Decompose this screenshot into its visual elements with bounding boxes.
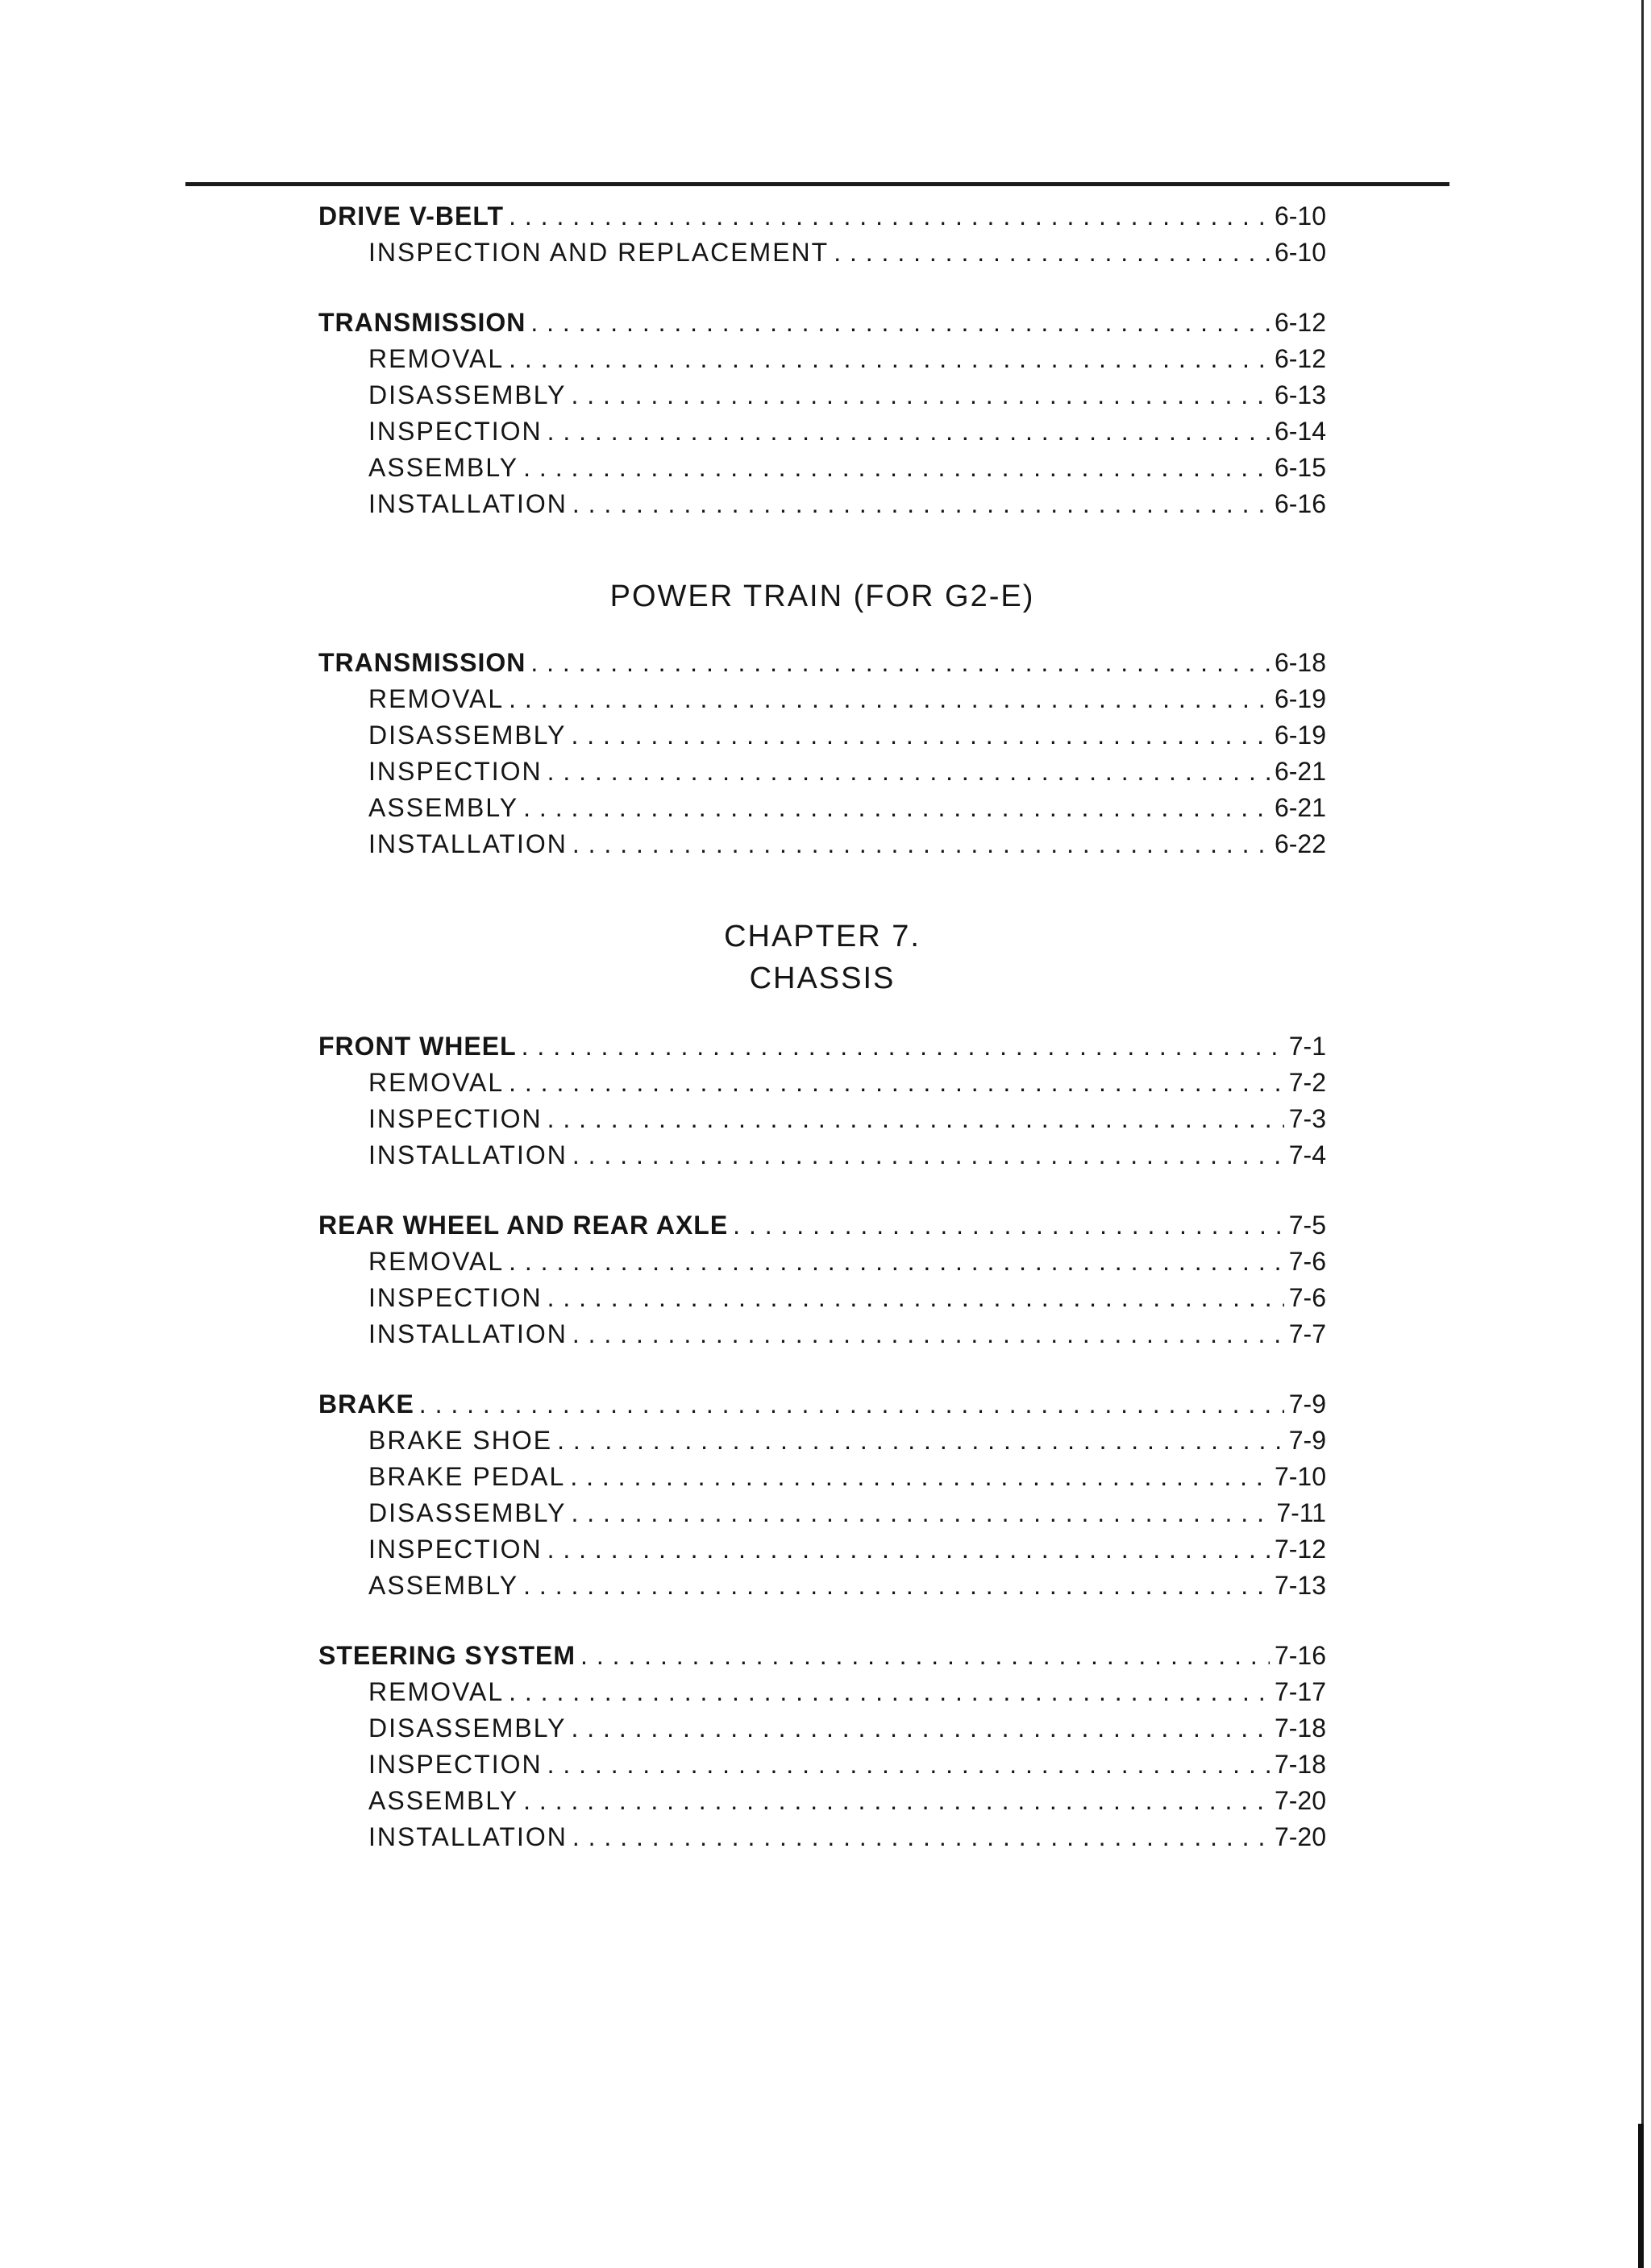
toc-page-number: 6-19 [1274,721,1326,750]
dot-leader [509,1068,1284,1098]
dot-leader [509,1247,1284,1277]
toc-page-number: 6-14 [1274,417,1326,446]
toc-entry-sub [318,1283,1326,1319]
toc-entry-label: DISASSEMBLY [368,721,567,750]
toc-page-number: 7-10 [1274,1462,1326,1491]
toc-page-number: 7-3 [1288,1104,1326,1133]
toc-entry-label: INSPECTION [368,1283,543,1312]
power-train-heading: POWER TRAIN (FOR G2-E) [609,579,1035,613]
toc-block-power-train-g2e [318,648,1326,866]
dot-leader [547,1750,1270,1780]
toc-page-number: 7-4 [1288,1140,1326,1169]
dot-leader [509,684,1270,714]
dot-leader [571,721,1269,750]
table-of-contents [318,201,1326,1859]
dot-leader [530,648,1270,678]
toc-section [318,1389,1326,1607]
toc-entry-sub [318,793,1326,829]
toc-page-number: 7-20 [1274,1786,1326,1815]
dot-leader [523,1786,1270,1816]
toc-page-number: 7-9 [1288,1389,1326,1419]
page-edge-mark [1638,2124,1644,2268]
toc-entry-sub [318,1535,1326,1571]
toc-page-number: 6-12 [1274,344,1326,373]
toc-page-number: 7-20 [1274,1822,1326,1851]
dot-leader [547,417,1270,447]
toc-entry-main [318,1211,1326,1247]
toc-entry-main [318,1032,1326,1068]
toc-page-number: 6-18 [1274,648,1326,677]
toc-entry-label: REMOVAL [368,1677,505,1706]
toc-entry-title: TRANSMISSION [318,648,526,677]
toc-page-number: 7-1 [1288,1032,1326,1061]
toc-entry-label: REMOVAL [368,1068,505,1097]
toc-entry-sub [318,1319,1326,1356]
dot-leader [509,201,1270,231]
toc-entry-title: TRANSMISSION [318,308,526,337]
toc-entry-sub [318,1750,1326,1786]
toc-entry-main [318,308,1326,344]
toc-section [318,1032,1326,1177]
toc-entry-sub [318,1426,1326,1462]
toc-entry-title: REAR WHEEL AND REAR AXLE [318,1211,729,1240]
toc-page-number: 6-15 [1274,453,1326,482]
toc-entry-title: STEERING SYSTEM [318,1641,576,1670]
toc-entry-label: ASSEMBLY [368,793,519,822]
toc-entry-sub [318,453,1326,489]
toc-page-number: 6-10 [1274,201,1326,231]
toc-entry-sub [318,238,1326,274]
toc-entry-sub [318,721,1326,757]
toc-entry-sub [318,1713,1326,1750]
toc-page-number: 7-18 [1274,1713,1326,1743]
dot-leader [547,1283,1284,1313]
dot-leader [580,1641,1270,1671]
toc-entry-sub [318,1822,1326,1859]
toc-entry-label: INSTALLATION [368,829,568,858]
dot-leader [419,1389,1284,1419]
toc-block-chassis [318,1032,1326,1859]
toc-entry-label: REMOVAL [368,1247,505,1276]
toc-page-number: 7-17 [1274,1677,1326,1706]
toc-entry-sub [318,684,1326,721]
toc-page-number: 7-5 [1288,1211,1326,1240]
toc-entry-label: ASSEMBLY [368,1571,519,1600]
toc-entry-sub [318,1462,1326,1498]
toc-section [318,201,1326,274]
chapter-heading [318,916,1326,999]
toc-page-number: 6-19 [1274,684,1326,713]
toc-entry-main [318,648,1326,684]
toc-entry-sub [318,489,1326,525]
toc-page-number: 6-22 [1274,829,1326,858]
dot-leader [572,829,1270,859]
toc-entry-label: INSPECTION [368,1535,543,1564]
dot-leader [834,238,1270,268]
toc-entry-sub [318,1786,1326,1822]
toc-entry-title: DRIVE V-BELT [318,201,505,231]
dot-leader [509,1677,1270,1707]
toc-entry-main [318,1389,1326,1426]
toc-entry-sub [318,757,1326,793]
dot-leader [572,1822,1270,1852]
toc-entry-sub [318,1140,1326,1177]
toc-page-number: 6-10 [1274,238,1326,267]
toc-entry-title: BRAKE [318,1389,414,1419]
toc-entry-sub [318,380,1326,417]
dot-leader [733,1211,1284,1240]
chapter-number: CHAPTER 7. [724,920,921,953]
toc-entry-label: DISASSEMBLY [368,1713,567,1743]
toc-page-number: 6-21 [1274,793,1326,822]
toc-entry-label: DISASSEMBLY [368,1498,567,1527]
toc-section [318,1641,1326,1859]
toc-entry-label: INSTALLATION [368,1822,568,1851]
toc-page-number: 7-18 [1274,1750,1326,1779]
dot-leader [523,1571,1270,1601]
toc-entry-sub [318,829,1326,866]
dot-leader [547,1535,1270,1564]
toc-page-number: 7-13 [1274,1571,1326,1600]
dot-leader [547,757,1270,787]
toc-entry-label: ASSEMBLY [368,1786,519,1815]
page-edge-line [1641,0,1644,2268]
dot-leader [522,1032,1284,1061]
toc-entry-main [318,201,1326,238]
toc-block-power-train [318,201,1326,525]
toc-entry-label: INSPECTION [368,757,543,786]
chapter-title: CHASSIS [749,962,896,995]
dot-leader [572,1140,1284,1170]
dot-leader [572,489,1270,519]
toc-entry-label: INSTALLATION [368,489,568,518]
toc-section [318,648,1326,866]
toc-entry-sub [318,1571,1326,1607]
toc-page-number: 6-16 [1274,489,1326,518]
toc-page-number: 7-11 [1276,1498,1326,1527]
dot-leader [571,380,1269,410]
dot-leader [530,308,1270,338]
toc-page-number: 7-6 [1288,1283,1326,1312]
dot-leader [571,1713,1269,1743]
toc-entry-label: INSPECTION AND REPLACEMENT [368,238,830,267]
toc-entry-title: FRONT WHEEL [318,1032,517,1061]
toc-entry-label: REMOVAL [368,684,505,713]
toc-entry-label: INSPECTION [368,1104,543,1133]
toc-entry-label: REMOVAL [368,344,505,373]
toc-entry-label: BRAKE PEDAL [368,1462,566,1491]
dot-leader [509,344,1270,374]
dot-leader [572,1319,1284,1349]
toc-entry-label: INSTALLATION [368,1140,568,1169]
dot-leader [570,1462,1270,1492]
toc-entry-label: INSPECTION [368,1750,543,1779]
toc-page-number: 7-16 [1274,1641,1326,1670]
dot-leader [547,1104,1284,1134]
toc-page-number: 7-6 [1288,1247,1326,1276]
dot-leader [571,1498,1271,1528]
toc-section [318,308,1326,525]
top-rule [185,182,1449,186]
dot-leader [523,453,1270,483]
toc-entry-label: BRAKE SHOE [368,1426,553,1455]
toc-entry-main [318,1641,1326,1677]
toc-section [318,1211,1326,1356]
toc-entry-sub [318,1498,1326,1535]
toc-entry-label: ASSEMBLY [368,453,519,482]
toc-entry-sub [318,1068,1326,1104]
toc-page-number: 7-2 [1288,1068,1326,1097]
dot-leader [557,1426,1284,1456]
toc-page-number: 7-12 [1274,1535,1326,1564]
toc-page-number: 6-21 [1274,757,1326,786]
toc-entry-sub [318,1677,1326,1713]
toc-page-number: 6-13 [1274,380,1326,409]
toc-entry-label: DISASSEMBLY [368,380,567,409]
toc-entry-sub [318,417,1326,453]
toc-page-number: 6-12 [1274,308,1326,337]
dot-leader [523,793,1270,823]
toc-entry-label: INSPECTION [368,417,543,446]
toc-entry-sub [318,344,1326,380]
toc-entry-sub [318,1104,1326,1140]
toc-entry-sub [318,1247,1326,1283]
toc-page-number: 7-9 [1288,1426,1326,1455]
toc-entry-label: INSTALLATION [368,1319,568,1348]
toc-page-number: 7-7 [1288,1319,1326,1348]
